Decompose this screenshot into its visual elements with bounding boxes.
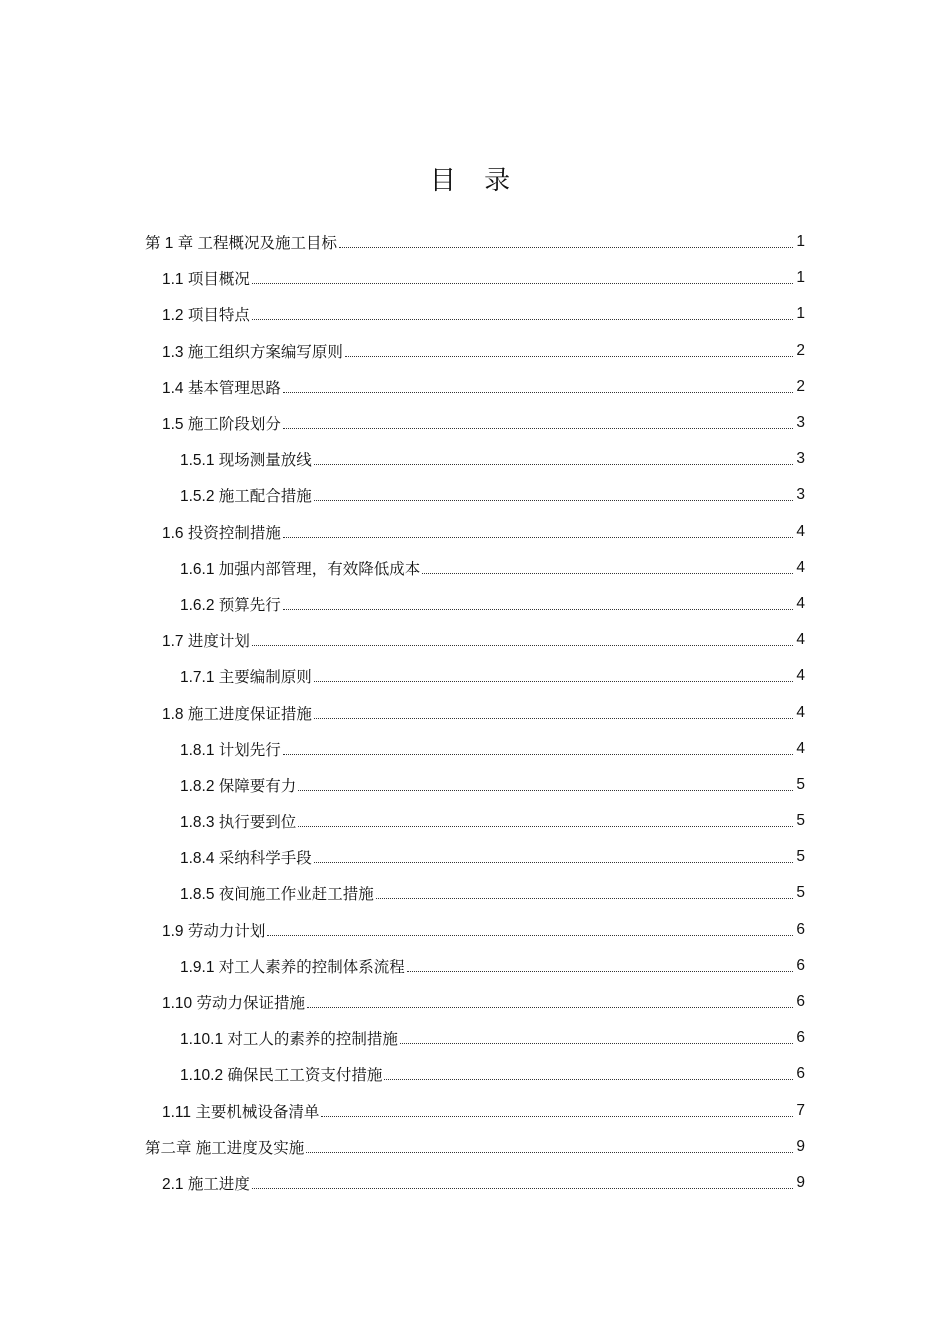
- toc-dot-leader: [314, 463, 793, 465]
- toc-entry-page-number: 4: [796, 739, 805, 757]
- page-title: 目 录: [429, 166, 521, 196]
- toc-entry-page-number: 4: [796, 667, 805, 685]
- toc-entry[interactable]: [0, 875, 950, 911]
- toc-dot-leader: [307, 1006, 793, 1008]
- toc-entry-label: 第二章 施工进度及实施: [145, 1139, 305, 1157]
- table-of-contents: [0, 224, 950, 1201]
- toc-entry-label: 1.6.1 加强内部管理，有效降低成本: [180, 560, 421, 578]
- toc-entry-label: 1.1 项目概况: [162, 271, 250, 289]
- toc-entry-page-number: 4: [796, 594, 805, 612]
- toc-entry-page-number: 5: [796, 775, 805, 793]
- toc-entry[interactable]: [0, 514, 950, 550]
- toc-entry-label: 1.8.2 保障要有力: [180, 777, 297, 795]
- toc-dot-leader: [298, 825, 793, 827]
- toc-dot-leader: [384, 1078, 793, 1080]
- toc-entry[interactable]: [0, 622, 950, 658]
- toc-dot-leader: [376, 897, 793, 899]
- toc-entry[interactable]: [0, 1020, 950, 1056]
- toc-entry-page-number: 4: [796, 631, 805, 649]
- toc-entry-label: 1.8.1 计划先行: [180, 741, 281, 759]
- toc-entry-label: 1.8.3 执行要到位: [180, 814, 297, 832]
- toc-entry[interactable]: [0, 477, 950, 513]
- toc-entry-label: 1.4 基本管理思路: [162, 379, 281, 397]
- toc-dot-leader: [252, 318, 793, 320]
- toc-entry-page-number: 9: [796, 1137, 805, 1155]
- toc-entry-label: 1.10.1 对工人的素养的控制措施: [180, 1031, 398, 1049]
- toc-dot-leader: [283, 608, 793, 610]
- toc-dot-leader: [339, 246, 793, 248]
- toc-dot-leader: [283, 391, 793, 393]
- toc-entry-page-number: 2: [796, 377, 805, 395]
- toc-entry[interactable]: [0, 694, 950, 730]
- toc-entry-label: 1.9.1 对工人素养的控制体系流程: [180, 958, 405, 976]
- toc-entry-label: 1.10 劳动力保证措施: [162, 995, 305, 1013]
- toc-entry[interactable]: [0, 260, 950, 296]
- toc-entry[interactable]: [0, 948, 950, 984]
- toc-dot-leader: [321, 1115, 793, 1117]
- toc-entry-label: 1.11 主要机械设备清单: [162, 1103, 320, 1121]
- toc-entry-page-number: 6: [796, 920, 805, 938]
- toc-entry[interactable]: [0, 1056, 950, 1092]
- toc-entry-label: 1.9 劳动力计划: [162, 922, 266, 940]
- toc-dot-leader: [252, 282, 793, 284]
- toc-entry-page-number: 6: [796, 1065, 805, 1083]
- toc-entry[interactable]: [0, 658, 950, 694]
- toc-dot-leader: [345, 355, 793, 357]
- toc-entry-label: 1.8.4 采纳科学手段: [180, 850, 312, 868]
- toc-entry-label: 1.5.2 施工配合措施: [180, 488, 312, 506]
- toc-entry-label: 1.6 投资控制措施: [162, 524, 281, 542]
- toc-entry-page-number: 4: [796, 522, 805, 540]
- toc-entry-page-number: 4: [796, 558, 805, 576]
- toc-entry-label: 1.3 施工组织方案编写原则: [162, 343, 343, 361]
- toc-entry-label: 1.2 项目特点: [162, 307, 250, 325]
- toc-entry-page-number: 3: [796, 450, 805, 468]
- toc-entry[interactable]: [0, 1165, 950, 1201]
- toc-dot-leader: [306, 1151, 793, 1153]
- toc-entry-label: 1.6.2 预算先行: [180, 596, 281, 614]
- toc-entry-page-number: 1: [796, 233, 805, 251]
- toc-entry-label: 2.1 施工进度: [162, 1175, 250, 1193]
- toc-dot-leader: [283, 427, 793, 429]
- toc-entry-page-number: 5: [796, 884, 805, 902]
- toc-entry-page-number: 6: [796, 993, 805, 1011]
- toc-entry-page-number: 7: [796, 1101, 805, 1119]
- toc-entry[interactable]: [0, 586, 950, 622]
- toc-entry-page-number: 5: [796, 812, 805, 830]
- toc-entry[interactable]: [0, 441, 950, 477]
- toc-entry-label: 1.7.1 主要编制原则: [180, 669, 312, 687]
- toc-entry-page-number: 2: [796, 341, 805, 359]
- toc-dot-leader: [314, 499, 793, 501]
- toc-dot-leader: [252, 1187, 793, 1189]
- toc-entry[interactable]: [0, 984, 950, 1020]
- toc-entry[interactable]: [0, 912, 950, 948]
- toc-dot-leader: [314, 861, 793, 863]
- toc-dot-leader: [283, 536, 793, 538]
- toc-entry[interactable]: [0, 224, 950, 260]
- toc-entry-label: 1.8.5 夜间施工作业赶工措施: [180, 886, 374, 904]
- toc-entry-page-number: 1: [796, 305, 805, 323]
- toc-dot-leader: [314, 717, 793, 719]
- toc-entry-label: 第 1 章 工程概况及施工目标: [145, 235, 338, 253]
- toc-entry[interactable]: [0, 405, 950, 441]
- toc-entry-label: 1.5.1 现场测量放线: [180, 452, 312, 470]
- toc-entry-page-number: 3: [796, 414, 805, 432]
- toc-dot-leader: [407, 970, 793, 972]
- toc-entry-label: 1.5 施工阶段划分: [162, 416, 281, 434]
- toc-entry-page-number: 6: [796, 956, 805, 974]
- toc-entry-page-number: 4: [796, 703, 805, 721]
- toc-entry-label: 1.10.2 确保民工工资支付措施: [180, 1067, 383, 1085]
- toc-entry-page-number: 6: [796, 1029, 805, 1047]
- toc-entry-page-number: 1: [796, 269, 805, 287]
- toc-dot-leader: [314, 680, 793, 682]
- toc-entry[interactable]: [0, 803, 950, 839]
- toc-entry[interactable]: [0, 369, 950, 405]
- toc-dot-leader: [283, 753, 793, 755]
- toc-entry[interactable]: [0, 333, 950, 369]
- toc-dot-leader: [298, 789, 793, 791]
- toc-entry[interactable]: [0, 1093, 950, 1129]
- toc-dot-leader: [400, 1042, 793, 1044]
- toc-entry-page-number: 9: [796, 1173, 805, 1191]
- toc-dot-leader: [422, 572, 793, 574]
- toc-entry[interactable]: [0, 296, 950, 332]
- toc-entry[interactable]: [0, 1129, 950, 1165]
- toc-entry[interactable]: [0, 550, 950, 586]
- toc-entry-page-number: 3: [796, 486, 805, 504]
- toc-entry-page-number: 5: [796, 848, 805, 866]
- toc-entry[interactable]: [0, 839, 950, 875]
- toc-entry[interactable]: [0, 767, 950, 803]
- toc-dot-leader: [252, 644, 793, 646]
- toc-entry-label: 1.8 施工进度保证措施: [162, 705, 312, 723]
- toc-dot-leader: [267, 934, 793, 936]
- toc-entry-label: 1.7 进度计划: [162, 633, 250, 651]
- toc-entry[interactable]: [0, 731, 950, 767]
